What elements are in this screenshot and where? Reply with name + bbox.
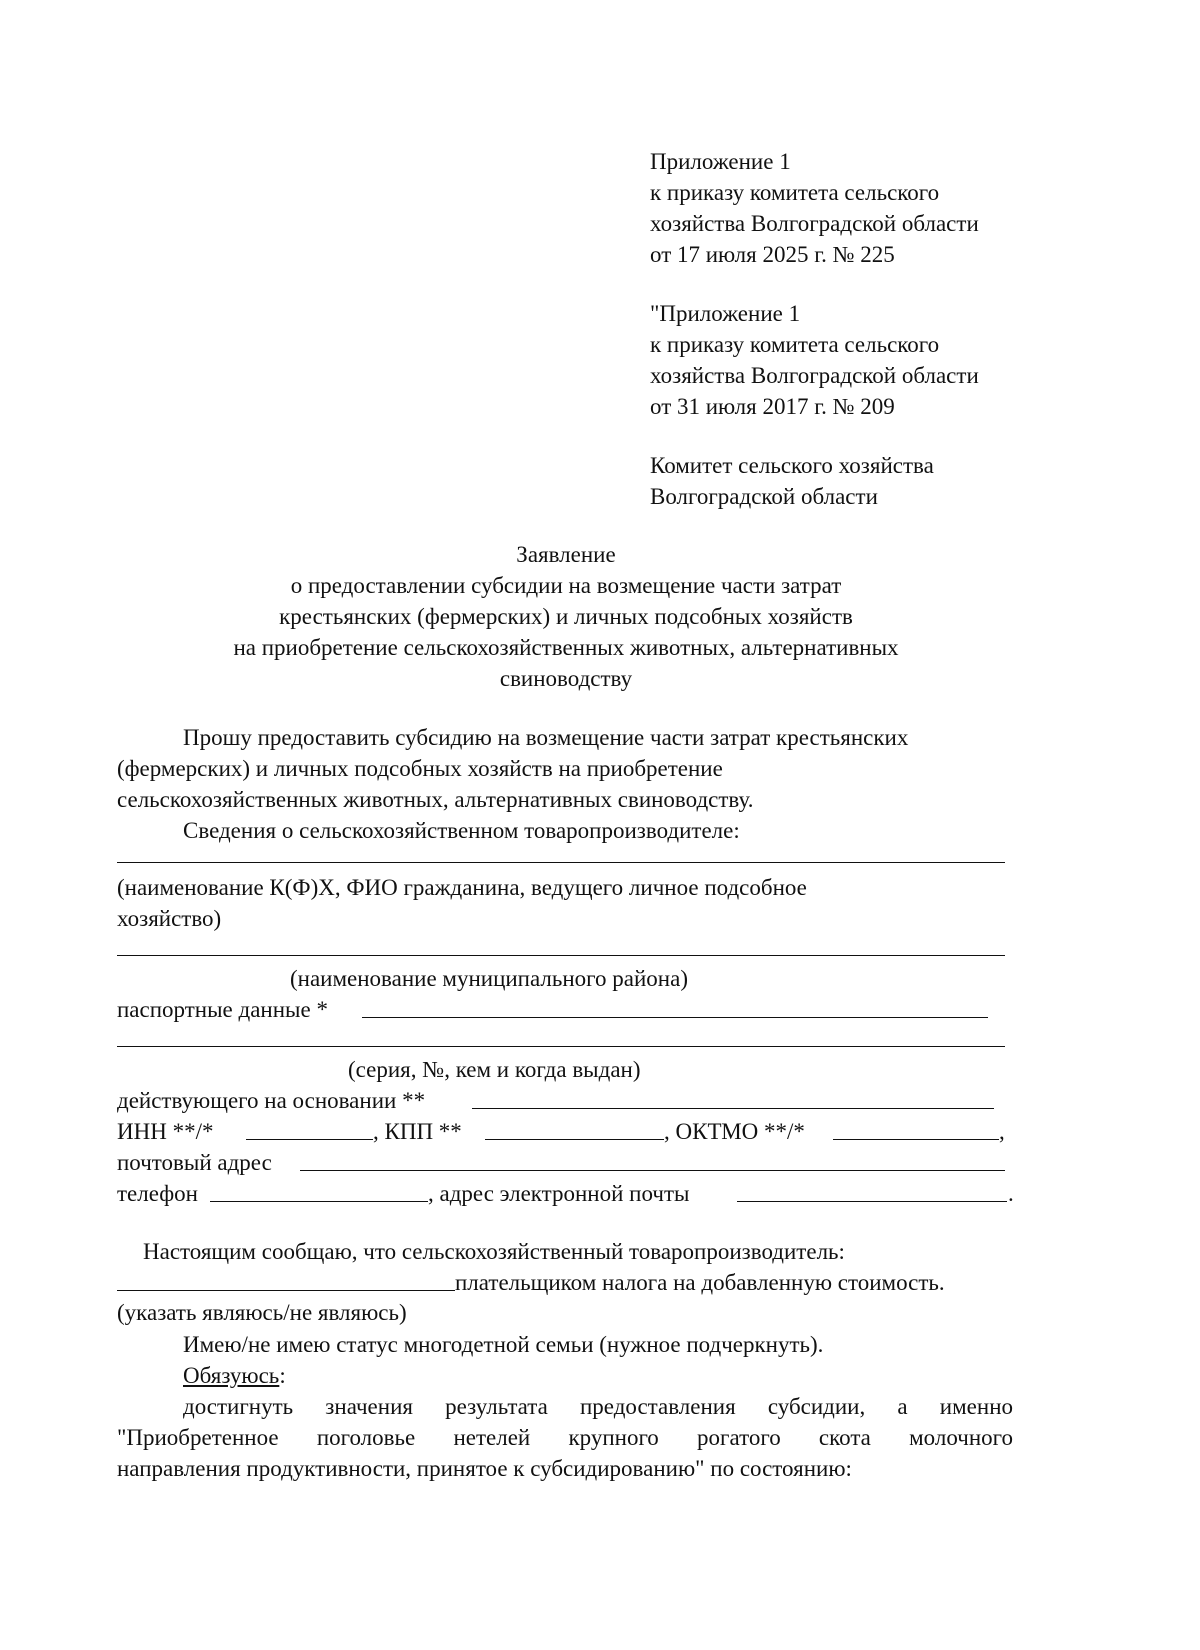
oktmo-comma: , — [999, 1119, 1005, 1144]
vat-status-field[interactable] — [117, 1290, 455, 1291]
producer-caption-cont: хозяйство) — [117, 906, 222, 931]
passport-label: паспортные данные * — [117, 997, 328, 1022]
request-line: Прошу предоставить субсидию на возмещение части затрат крестьянских — [183, 725, 909, 750]
phone-label: телефон — [117, 1181, 198, 1206]
obligations-heading-colon: : — [279, 1363, 286, 1388]
request-line: сельскохозяйственных животных, альтернативных свиноводству. — [117, 787, 754, 812]
inn-label: ИНН **/* — [117, 1119, 214, 1144]
basis-field[interactable] — [472, 1108, 994, 1109]
passport-field[interactable] — [362, 1017, 988, 1018]
appendix-line: от 17 июля 2025 г. № 225 — [650, 242, 895, 267]
title-line: крестьянских (фермерских) и личных подсобных хозяйств — [279, 604, 853, 629]
basis-label: действующего на основании ** — [117, 1088, 426, 1113]
postal-field[interactable] — [300, 1170, 1005, 1171]
appendix-line: хозяйства Волгоградской области — [650, 211, 979, 236]
kpp-label: , КПП ** — [373, 1119, 462, 1144]
prior-appendix-line: хозяйства Волгоградской области — [650, 363, 979, 388]
postal-label: почтовый адрес — [117, 1150, 272, 1175]
vat-caption: (указать являюсь/не являюсь) — [117, 1300, 407, 1325]
vat-suffix: плательщиком налога на добавленную стоимость. — [455, 1270, 945, 1295]
prior-appendix-line: к приказу комитета сельского — [650, 332, 940, 357]
addressee-line: Комитет сельского хозяйства — [650, 453, 934, 478]
district-line[interactable] — [117, 955, 1005, 956]
passport-caption: (серия, №, кем и когда выдан) — [348, 1057, 641, 1082]
prior-appendix-line: "Приложение 1 — [650, 301, 801, 326]
info-heading: Сведения о сельскохозяйственном товаропроизводителе: — [183, 818, 740, 843]
oktmo-label: , ОКТМО **/* — [664, 1119, 805, 1144]
obligations-heading: Обязуюсь — [183, 1363, 280, 1388]
email-period: . — [1008, 1181, 1014, 1206]
inn-field[interactable] — [246, 1139, 373, 1140]
kpp-field[interactable] — [485, 1139, 664, 1140]
obligation-line: "Приобретенное поголовье нетелей крупного рогатого скота молочного — [117, 1425, 1013, 1450]
appendix-line: к приказу комитета сельского — [650, 180, 940, 205]
email-label: , адрес электронной почты — [428, 1181, 690, 1206]
producer-caption: (наименование К(Ф)Х, ФИО гражданина, ведущего личное подсобное — [117, 875, 807, 900]
obligations-heading-wrap — [183, 1360, 286, 1392]
title-line: на приобретение сельскохозяйственных животных, альтернативных — [233, 635, 899, 660]
request-line: (фермерских) и личных подсобных хозяйств на приобретение — [117, 756, 723, 781]
phone-field[interactable] — [210, 1201, 428, 1202]
title-line: свиноводству — [499, 666, 633, 691]
obligation-line: направления продуктивности, принятое к субсидированию" по состоянию: — [117, 1456, 852, 1481]
family-status: Имею/не имею статус многодетной семьи (нужное подчеркнуть). — [183, 1332, 824, 1357]
title-heading: Заявление — [516, 542, 616, 567]
producer-name-line[interactable] — [117, 862, 1005, 863]
appendix-line: Приложение 1 — [650, 149, 791, 174]
title-line: о предоставлении субсидии на возмещение части затрат — [290, 573, 842, 598]
district-caption: (наименование муниципального района) — [290, 966, 688, 991]
passport-field-cont[interactable] — [117, 1046, 1005, 1047]
prior-appendix-line: от 31 июля 2017 г. № 209 — [650, 394, 895, 419]
email-field[interactable] — [737, 1201, 1007, 1202]
addressee-line: Волгоградской области — [650, 484, 878, 509]
obligation-line: достигнуть значения результата предоставления субсидии, а именно — [183, 1394, 1013, 1419]
oktmo-field[interactable] — [833, 1139, 999, 1140]
vat-intro: Настоящим сообщаю, что сельскохозяйственный товаропроизводитель: — [143, 1239, 845, 1264]
